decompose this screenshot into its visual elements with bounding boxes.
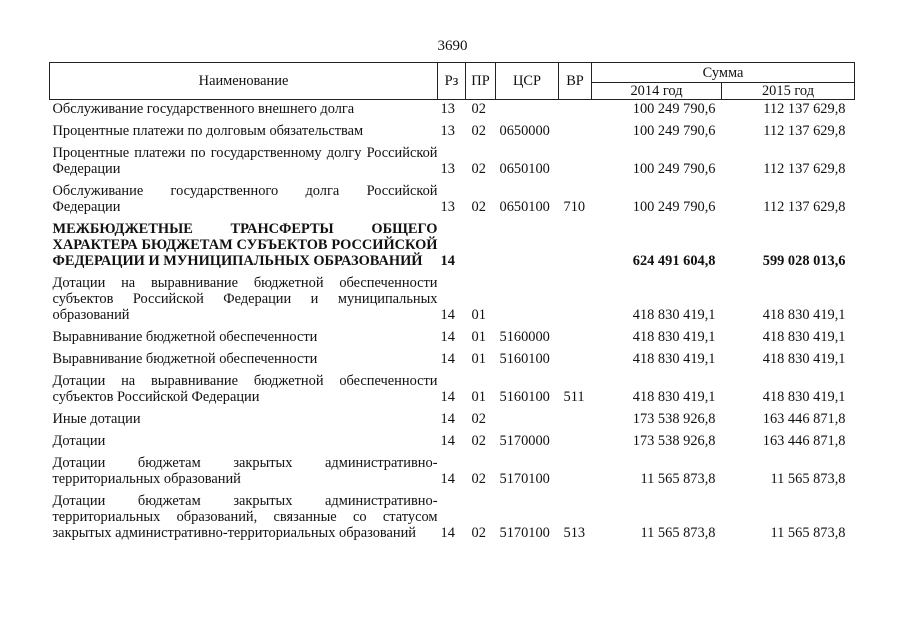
table-row bbox=[50, 427, 855, 449]
row-amount-2015-cell: 418 830 419,1 bbox=[762, 389, 846, 405]
row-amount-2015-cell: 163 446 871,8 bbox=[762, 433, 846, 449]
row-amount-2015-cell: 163 446 871,8 bbox=[762, 411, 846, 427]
row-pr-cell: 02 bbox=[471, 123, 486, 139]
table-row bbox=[50, 269, 855, 323]
row-name-cell: МЕЖБЮДЖЕТНЫЕ ТРАНСФЕРТЫ ОБЩЕГО ХАРАКТЕРА БЮДЖЕТАМ СУБЪЕКТОВ РОССИЙСКОЙ ФЕДЕРАЦИИ И МУНИЦИПАЛЬНЫХ ОБРАЗОВАНИЙ bbox=[52, 221, 438, 269]
row-amount-2014-cell: 418 830 419,1 bbox=[632, 307, 716, 323]
row-amount-2015-cell: 418 830 419,1 bbox=[762, 351, 846, 367]
row-vr-cell bbox=[559, 117, 592, 139]
row-vr-cell bbox=[559, 215, 592, 269]
row-csr-cell: 5160100 bbox=[499, 389, 550, 405]
row-rz-cell: 13 bbox=[440, 161, 455, 177]
row-rz-cell: 14 bbox=[440, 307, 455, 323]
row-pr-cell: 02 bbox=[471, 411, 486, 427]
table-row bbox=[50, 100, 855, 118]
row-amount-2014-cell: 418 830 419,1 bbox=[632, 329, 716, 345]
row-pr-cell: 02 bbox=[471, 471, 486, 487]
row-vr-cell bbox=[559, 139, 592, 177]
row-vr-cell: 511 bbox=[563, 389, 585, 405]
row-amount-2014-cell: 100 249 790,6 bbox=[632, 101, 716, 117]
row-name-cell: Обслуживание государственного внешнего долга bbox=[52, 101, 355, 117]
row-rz-cell: 13 bbox=[440, 123, 455, 139]
row-vr-cell bbox=[559, 323, 592, 345]
row-amount-2015-cell: 112 137 629,8 bbox=[763, 123, 846, 139]
page-number: 3690 bbox=[437, 38, 468, 54]
row-amount-2014-cell: 11 565 873,8 bbox=[640, 525, 716, 541]
row-amount-2015-cell: 418 830 419,1 bbox=[762, 329, 846, 345]
row-rz-cell: 14 bbox=[440, 525, 455, 541]
table-row bbox=[50, 367, 855, 405]
row-csr-cell: 0650000 bbox=[499, 123, 550, 139]
row-csr-cell: 5160000 bbox=[499, 329, 550, 345]
row-vr-cell: 513 bbox=[563, 525, 586, 541]
header-year-2014: 2014 год bbox=[592, 83, 722, 100]
header-sum: Сумма bbox=[592, 63, 855, 83]
row-pr-cell: 02 bbox=[471, 525, 486, 541]
row-vr-cell bbox=[559, 427, 592, 449]
row-amount-2015-cell: 11 565 873,8 bbox=[770, 471, 846, 487]
table-row bbox=[50, 323, 855, 345]
row-csr-cell: 0650100 bbox=[499, 199, 550, 215]
row-name-cell: Дотации bbox=[52, 433, 106, 449]
table-row bbox=[50, 487, 855, 541]
row-name-cell: Дотации бюджетам закрытых административно-территориальных образований bbox=[52, 455, 438, 487]
row-amount-2014-cell: 173 538 926,8 bbox=[632, 411, 716, 427]
row-rz-cell: 14 bbox=[440, 433, 455, 449]
table-row bbox=[50, 215, 855, 269]
table-header bbox=[50, 63, 855, 100]
header-rz: Рз bbox=[438, 63, 466, 100]
row-rz-cell: 13 bbox=[440, 199, 455, 215]
header-pr: ПР bbox=[466, 63, 496, 100]
row-amount-2015-cell: 11 565 873,8 bbox=[770, 525, 846, 541]
row-amount-2014-cell: 624 491 604,8 bbox=[632, 253, 716, 269]
table-body bbox=[50, 100, 855, 542]
row-name-cell: Дотации на выравнивание бюджетной обеспеченности субъектов Российской Федерации и муниципальных образований bbox=[52, 275, 438, 323]
row-pr-cell: 02 bbox=[471, 161, 486, 177]
row-amount-2015-cell: 599 028 013,6 bbox=[762, 253, 846, 269]
row-amount-2015-cell: 112 137 629,8 bbox=[763, 199, 846, 215]
table-row bbox=[50, 449, 855, 487]
row-pr-cell: 01 bbox=[471, 351, 486, 367]
header-vr: ВР bbox=[559, 63, 592, 100]
row-csr-cell: 5160100 bbox=[499, 351, 550, 367]
row-csr-cell: 0650100 bbox=[499, 161, 550, 177]
table-row bbox=[50, 405, 855, 427]
row-csr-cell bbox=[496, 215, 559, 269]
row-name-cell: Выравнивание бюджетной обеспеченности bbox=[52, 329, 318, 345]
row-amount-2015-cell: 418 830 419,1 bbox=[762, 307, 846, 323]
row-rz-cell: 14 bbox=[440, 471, 455, 487]
row-pr-cell: 01 bbox=[471, 307, 486, 323]
row-rz-cell: 14 bbox=[440, 253, 455, 269]
row-csr-cell bbox=[496, 405, 559, 427]
row-amount-2015-cell: 112 137 629,8 bbox=[763, 101, 846, 117]
row-pr-cell: 02 bbox=[471, 199, 486, 215]
row-vr-cell: 710 bbox=[563, 199, 586, 215]
row-csr-cell: 5170000 bbox=[499, 433, 550, 449]
row-amount-2014-cell: 100 249 790,6 bbox=[632, 123, 716, 139]
table-row bbox=[50, 345, 855, 367]
row-amount-2014-cell: 173 538 926,8 bbox=[632, 433, 716, 449]
row-name-cell: Дотации на выравнивание бюджетной обеспеченности субъектов Российской Федерации bbox=[52, 373, 438, 405]
table-row bbox=[50, 139, 855, 177]
header-name: Наименование bbox=[50, 63, 438, 100]
row-name-cell: Дотации бюджетам закрытых административно-территориальных образований, связанные со статусом закрытых административно-территориальных образований bbox=[52, 493, 438, 541]
row-amount-2014-cell: 11 565 873,8 bbox=[640, 471, 716, 487]
header-year-2015: 2015 год bbox=[722, 83, 855, 100]
row-name-cell: Обслуживание государственного долга Российской Федерации bbox=[52, 183, 438, 215]
row-vr-cell bbox=[559, 269, 592, 323]
row-vr-cell bbox=[559, 405, 592, 427]
row-rz-cell: 13 bbox=[440, 101, 455, 117]
row-amount-2015-cell: 112 137 629,8 bbox=[763, 161, 846, 177]
row-name-cell: Иные дотации bbox=[52, 411, 141, 427]
row-rz-cell: 14 bbox=[440, 411, 455, 427]
row-rz-cell: 14 bbox=[440, 351, 455, 367]
row-csr-cell bbox=[496, 269, 559, 323]
row-pr-cell bbox=[466, 215, 496, 269]
row-name-cell: Процентные платежи по государственному долгу Российской Федерации bbox=[52, 145, 438, 177]
row-pr-cell: 01 bbox=[471, 389, 486, 405]
row-vr-cell bbox=[559, 345, 592, 367]
row-rz-cell: 14 bbox=[440, 389, 455, 405]
row-amount-2014-cell: 418 830 419,1 bbox=[632, 389, 716, 405]
row-amount-2014-cell: 100 249 790,6 bbox=[632, 161, 716, 177]
row-pr-cell: 01 bbox=[471, 329, 486, 345]
row-amount-2014-cell: 418 830 419,1 bbox=[632, 351, 716, 367]
table-row bbox=[50, 177, 855, 215]
row-csr-cell: 5170100 bbox=[499, 525, 550, 541]
row-pr-cell: 02 bbox=[471, 433, 486, 449]
row-vr-cell bbox=[559, 449, 592, 487]
row-pr-cell: 02 bbox=[471, 101, 486, 117]
table-row bbox=[50, 117, 855, 139]
row-amount-2014-cell: 100 249 790,6 bbox=[632, 199, 716, 215]
header-csr: ЦСР bbox=[496, 63, 559, 100]
budget-table bbox=[49, 62, 855, 541]
row-csr-cell bbox=[496, 100, 559, 118]
row-csr-cell: 5170100 bbox=[499, 471, 550, 487]
row-name-cell: Выравнивание бюджетной обеспеченности bbox=[52, 351, 318, 367]
row-vr-cell bbox=[559, 100, 592, 118]
row-name-cell: Процентные платежи по долговым обязательствам bbox=[52, 123, 364, 139]
row-rz-cell: 14 bbox=[440, 329, 455, 345]
